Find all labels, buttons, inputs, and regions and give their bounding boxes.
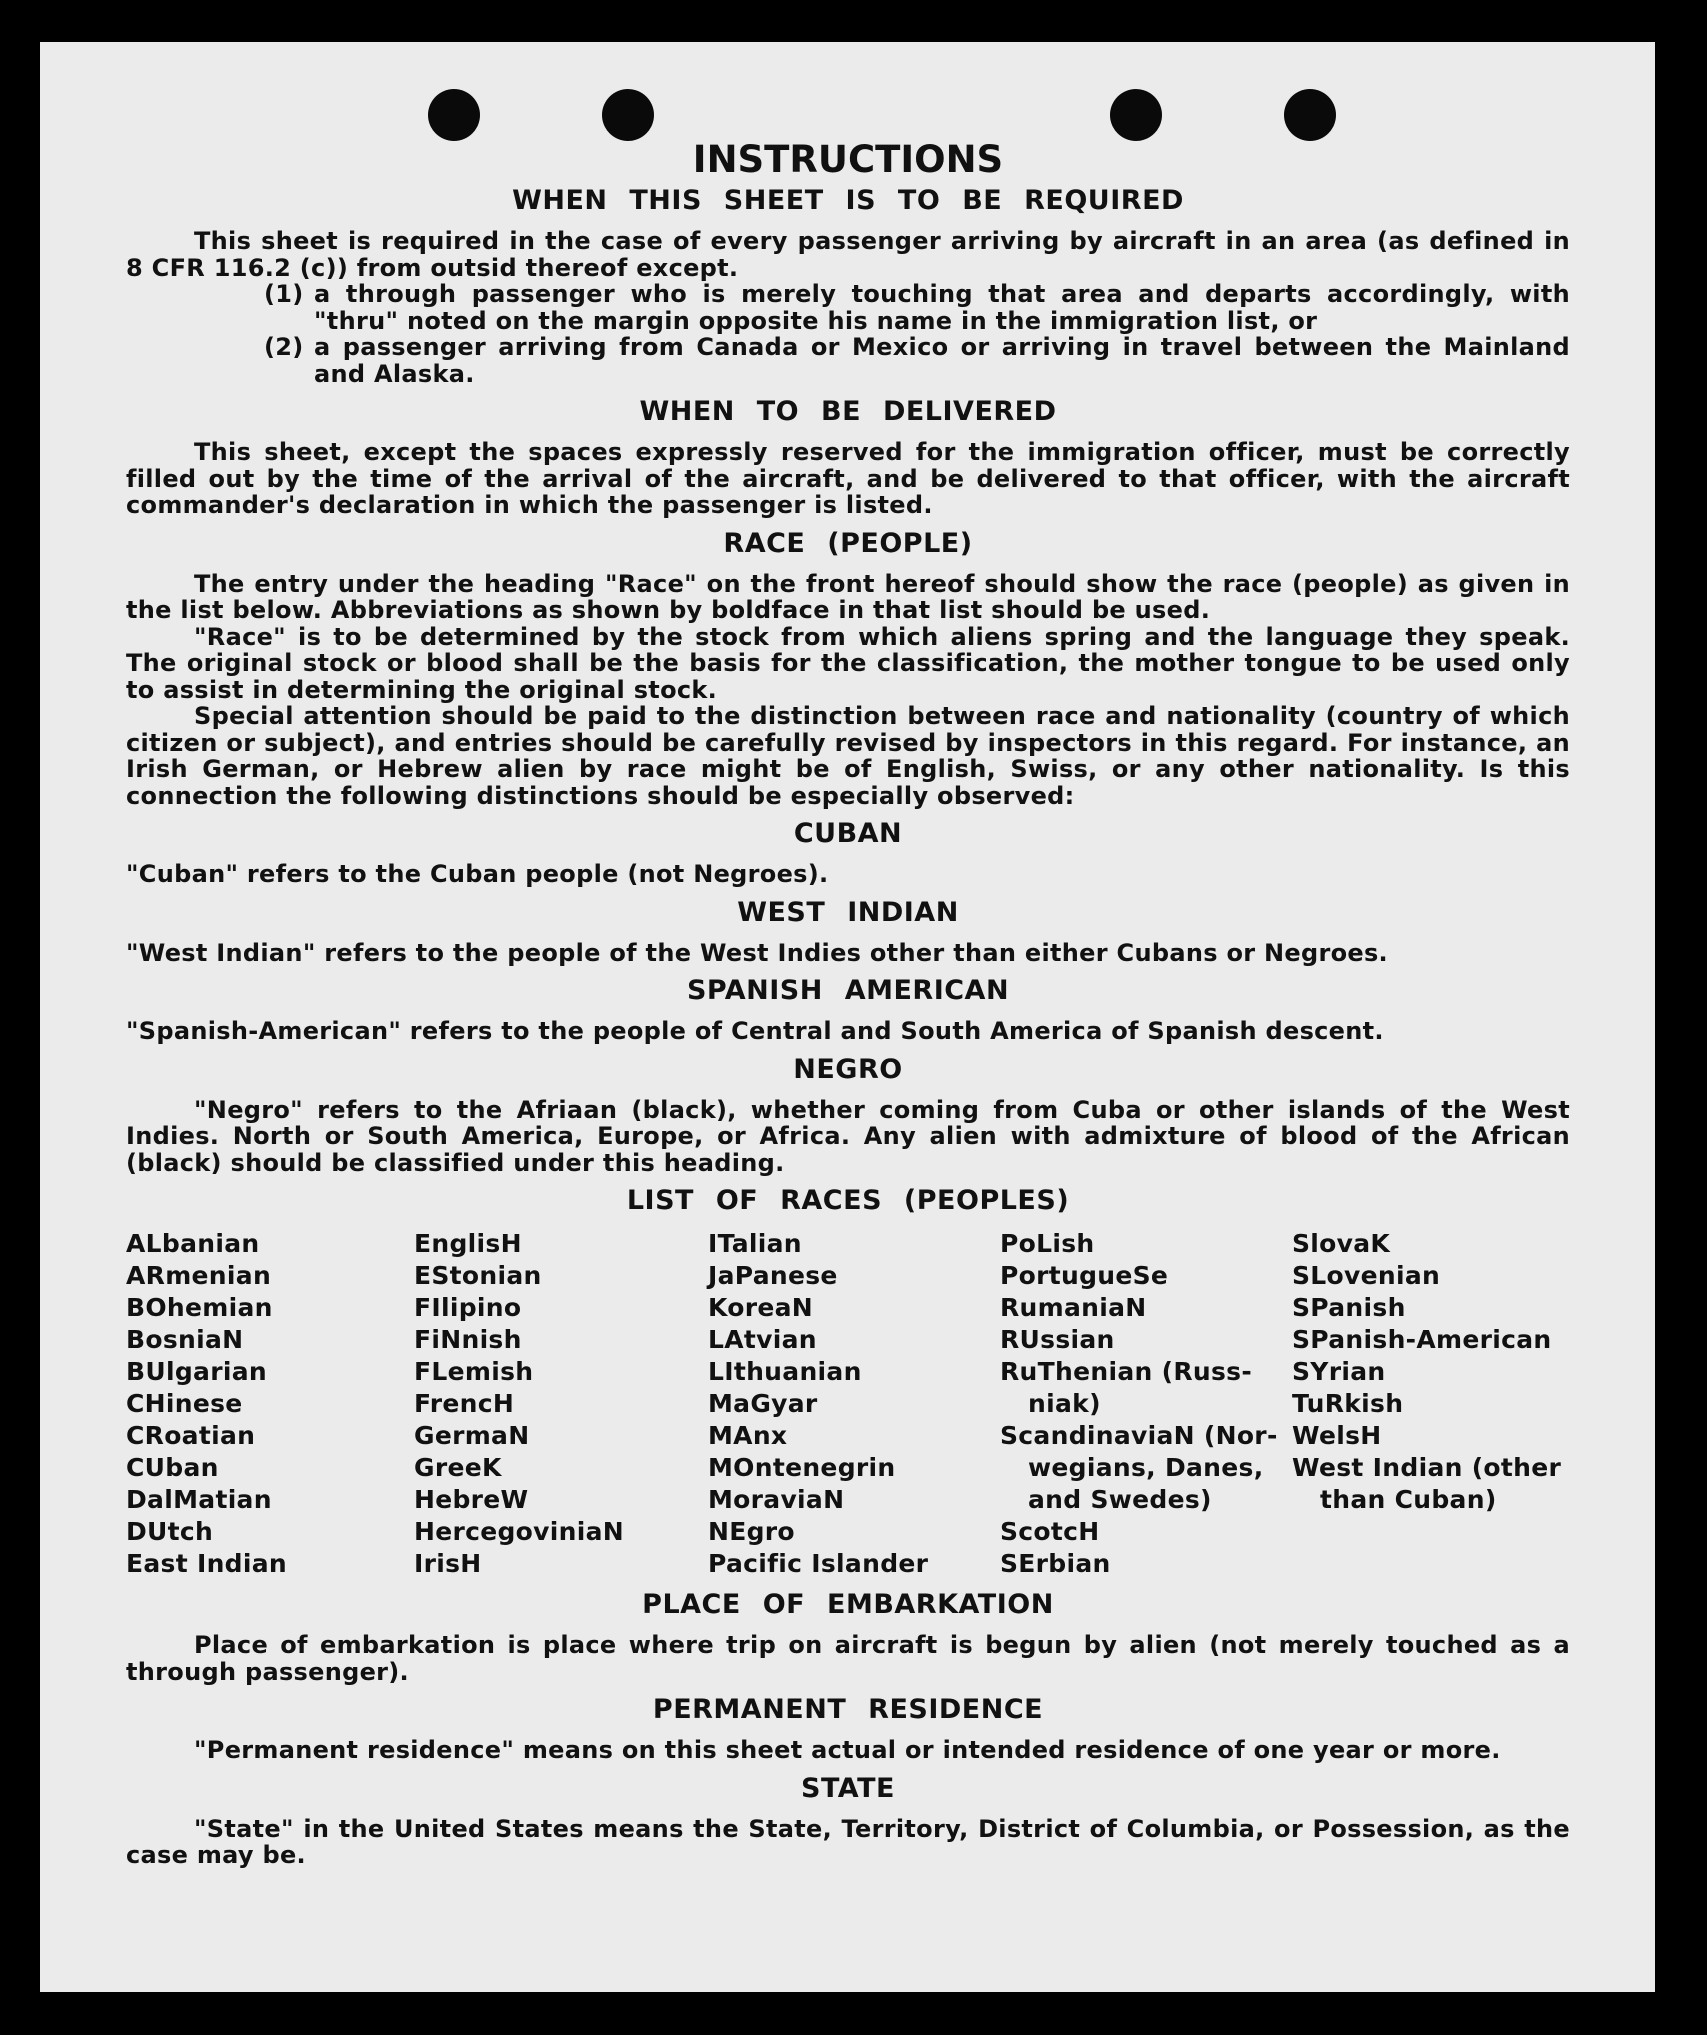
race-entry: CRoatian: [126, 1421, 256, 1450]
race-entry: PoLish: [1000, 1229, 1095, 1258]
race-entry: GreeK: [414, 1453, 502, 1482]
races-column: [1000, 1228, 1292, 1580]
race-entry: ARmenian: [126, 1261, 272, 1290]
exception-text: a passenger arriving from Canada or Mexico or arriving in travel between the Mainland and Alaska.: [314, 333, 1570, 388]
heading-cuban: CUBAN: [793, 818, 903, 849]
document-page: [40, 42, 1655, 1992]
races-column: [414, 1228, 708, 1580]
race-entry: SErbian: [1000, 1549, 1111, 1578]
race-entry: WelsH: [1292, 1421, 1382, 1450]
race-paragraph: "Race" is to be determined by the stock from which aliens spring and the language they speak. The original stock or blood shall be the basis for the classification, the mother tongue to be used only to assist in determining the original stock.: [126, 622, 1570, 704]
race-entry: GermaN: [414, 1421, 530, 1450]
page-title: INSTRUCTIONS: [692, 138, 1004, 181]
race-entry: DUtch: [126, 1517, 214, 1546]
race-entry-continued: than Cuban): [1320, 1485, 1497, 1514]
negro-text: "Negro" refers to the Afriaan (black), whether coming from Cuba or other islands of the West Indies. North or South America, Europe, or Africa. Any alien with admixture of blood of the African (black) should be classified under this heading.: [126, 1095, 1570, 1177]
exception-item: [126, 281, 1570, 334]
spanish-american-text: "Spanish-American" refers to the people of Central and South America of Spanish descent.: [126, 1017, 1384, 1045]
race-entry: East Indian: [126, 1549, 288, 1578]
race-entry: SlovaK: [1292, 1229, 1391, 1258]
race-entry: CHinese: [126, 1389, 243, 1418]
race-entry: West Indian (other: [1292, 1453, 1562, 1482]
race-entry: JaPanese: [708, 1261, 838, 1290]
required-intro: This sheet is required in the case of every passenger arriving by aircraft in an area (as defined in 8 CFR 116.2 (c)) from outsid thereof except.: [126, 227, 1570, 282]
races-list: [126, 1228, 1570, 1580]
race-entry: BosniaN: [126, 1325, 244, 1354]
race-entry: KoreaN: [708, 1293, 813, 1322]
race-entry: MOntenegrin: [708, 1453, 896, 1482]
races-column: [708, 1228, 1000, 1580]
race-entry: DalMatian: [126, 1485, 272, 1514]
race-entry: ALbanian: [126, 1229, 260, 1258]
exception-item: [126, 334, 1570, 387]
exception-number: (2): [264, 333, 304, 361]
race-entry: RUssian: [1000, 1325, 1115, 1354]
heading-list-of-races: LIST OF RACES (PEOPLES): [626, 1185, 1070, 1216]
punch-hole: [1110, 89, 1162, 141]
heading-permanent-residence: PERMANENT RESIDENCE: [652, 1694, 1044, 1725]
races-column: [1292, 1228, 1570, 1580]
race-entry: ScandinaviaN (Nor-: [1000, 1421, 1278, 1450]
residence-text: "Permanent residence" means on this sheet actual or intended residence of one year or more.: [194, 1736, 1501, 1764]
race-entry-continued: and Swedes): [1028, 1485, 1212, 1514]
exception-number: (1): [264, 280, 304, 308]
race-entry: NEgro: [708, 1517, 795, 1546]
race-entry-continued: wegians, Danes,: [1028, 1453, 1264, 1482]
race-entry: MaGyar: [708, 1389, 818, 1418]
race-paragraph: The entry under the heading "Race" on the front hereof should show the race (people) as given in the list below. Abbreviations as shown by boldface in that list should be used.: [126, 569, 1570, 624]
race-entry: LAtvian: [708, 1325, 817, 1354]
race-entry: ScotcH: [1000, 1517, 1100, 1546]
race-entry: RumaniaN: [1000, 1293, 1147, 1322]
race-entry: LIthuanian: [708, 1357, 862, 1386]
punch-hole: [428, 89, 480, 141]
race-entry: MoraviaN: [708, 1485, 845, 1514]
heading-negro: NEGRO: [793, 1053, 903, 1085]
punch-hole: [602, 89, 654, 141]
race-entry: TuRkish: [1292, 1389, 1404, 1418]
race-entry: EnglisH: [414, 1229, 522, 1258]
race-entry: FiNnish: [414, 1325, 522, 1354]
race-paragraph: Special attention should be paid to the distinction between race and nationality (country of which citizen or subject), and entries should be carefully revised by inspectors in this regard. For instance, an Irish German, or Hebrew alien by race might be of English, Swiss, or any other nationality. Is this connection the following distinctions should be especially observed:: [126, 702, 1570, 810]
race-entry: MAnx: [708, 1421, 788, 1450]
heading-west-indian: WEST INDIAN: [737, 896, 959, 928]
race-entry: SPanish: [1292, 1293, 1406, 1322]
heading-state: STATE: [801, 1772, 895, 1804]
race-entry: CUban: [126, 1453, 219, 1482]
instructions-content: [126, 138, 1570, 1869]
race-entry-continued: niak): [1028, 1389, 1101, 1418]
race-entry: PortugueSe: [1000, 1261, 1169, 1290]
race-entry: SYrian: [1292, 1357, 1386, 1386]
race-entry: FIlipino: [414, 1293, 522, 1322]
heading-spanish-american: SPANISH AMERICAN: [686, 975, 1010, 1006]
race-entry: FLemish: [414, 1357, 534, 1386]
heading-delivered: WHEN TO BE DELIVERED: [639, 396, 1057, 427]
race-entry: SLovenian: [1292, 1261, 1441, 1290]
race-entry: BUlgarian: [126, 1357, 267, 1386]
heading-required: WHEN THIS SHEET IS TO BE REQUIRED: [512, 185, 1184, 216]
west-indian-text: "West Indian" refers to the people of the West Indies other than either Cubans or Negroes.: [126, 938, 1388, 967]
delivered-text: This sheet, except the spaces expressly reserved for the immigration officer, must be correctly filled out by the time of the arrival of the aircraft, and be delivered to that officer, with the aircraft commander's declaration in which the passenger is listed.: [126, 438, 1570, 519]
race-entry: Pacific Islander: [708, 1549, 929, 1578]
race-entry: HebreW: [414, 1485, 529, 1514]
race-entry: ITalian: [708, 1229, 802, 1258]
exception-text: a through passenger who is merely touching that area and departs accordingly, with "thru" noted on the margin opposite his name in the immigration list, or: [314, 280, 1570, 335]
race-entry: EStonian: [414, 1261, 542, 1290]
cuban-text: "Cuban" refers to the Cuban people (not Negroes).: [126, 860, 829, 888]
race-entry: HercegoviniaN: [414, 1517, 624, 1546]
state-text: "State" in the United States means the State, Territory, District of Columbia, or Possession, as the case may be.: [126, 1814, 1570, 1869]
heading-embarkation: PLACE OF EMBARKATION: [642, 1589, 1054, 1620]
races-column: [126, 1228, 414, 1580]
punch-hole: [1284, 89, 1336, 141]
heading-race: RACE (PEOPLE): [723, 527, 973, 559]
embarkation-text: Place of embarkation is place where trip on aircraft is begun by alien (not merely touched as a through passenger).: [126, 1631, 1570, 1686]
race-entry: SPanish-American: [1292, 1325, 1552, 1354]
race-entry: BOhemian: [126, 1293, 273, 1322]
race-entry: FrencH: [414, 1389, 515, 1418]
race-entry: IrisH: [414, 1549, 482, 1578]
race-entry: RuThenian (Russ-: [1000, 1357, 1253, 1386]
